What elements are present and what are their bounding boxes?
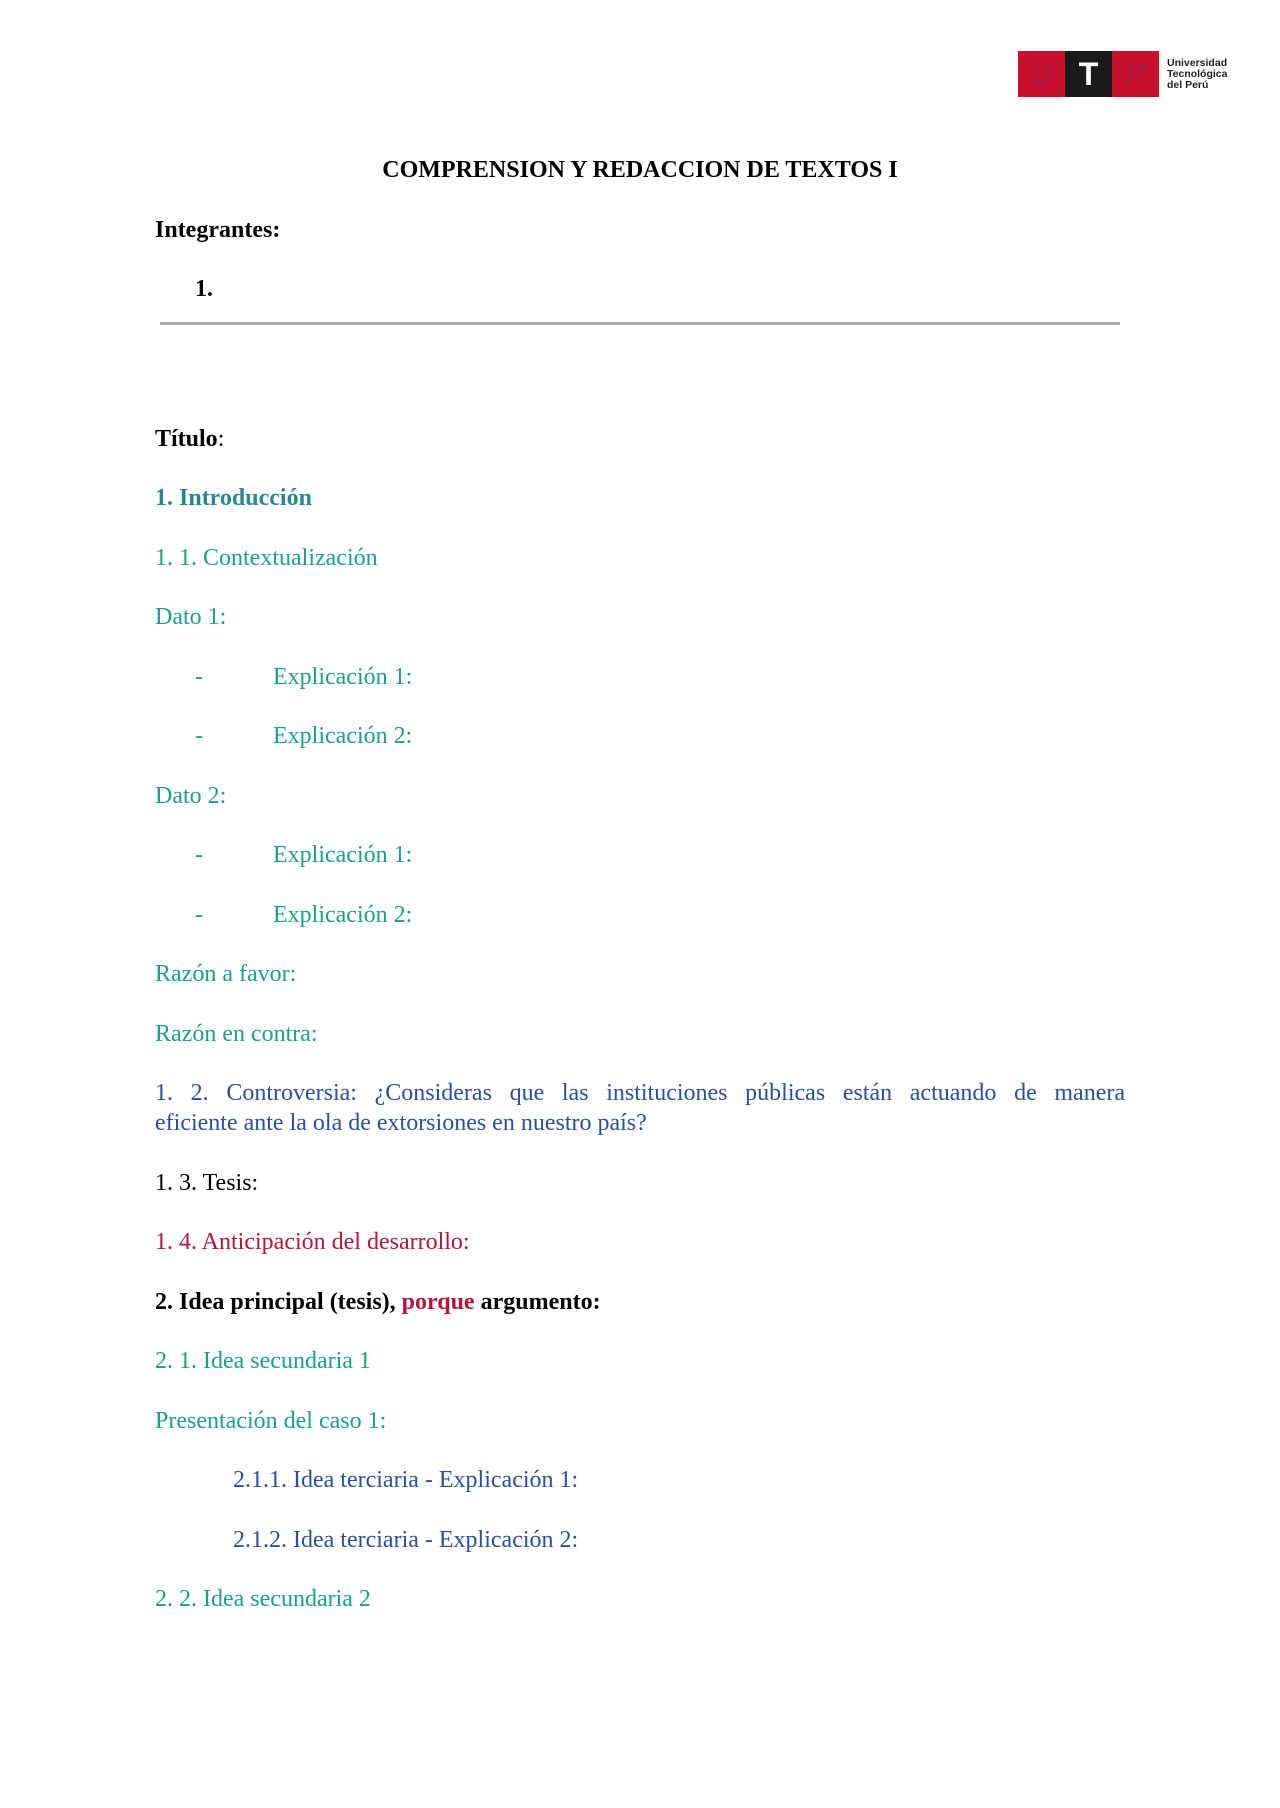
explicacion-text: Explicación 1: [273, 664, 413, 690]
section-contextualizacion: 1. 1. Contextualización [155, 545, 378, 571]
controversia-paragraph [155, 1078, 1125, 1138]
controversia-line-2: eficiente ante la ola de extorsiones en nuestro país? [155, 1110, 647, 1136]
section-tesis: 1. 3. Tesis: [155, 1170, 259, 1196]
bullet-dash: - [195, 664, 203, 690]
utp-logo [1018, 51, 1227, 97]
logo-text [1167, 58, 1227, 91]
bullet-dash: - [195, 842, 203, 868]
document-title: COMPRENSION Y REDACCION DE TEXTOS I [382, 157, 898, 183]
presentacion-caso-1: Presentación del caso 1: [155, 1408, 387, 1434]
logo-letter-p: P [1112, 51, 1159, 97]
dato1-explicacion-2 [195, 721, 412, 751]
bullet-dash: - [195, 723, 203, 749]
titulo-line [155, 424, 224, 454]
razon-en-contra: Razón en contra: [155, 1021, 318, 1047]
logo-letter-t: T [1065, 51, 1112, 97]
porque-keyword: porque [401, 1289, 475, 1315]
section-idea-principal [155, 1287, 601, 1317]
razon-a-favor: Razón a favor: [155, 961, 297, 987]
logo-text-line: Universidad [1167, 56, 1228, 69]
dato2-explicacion-2 [195, 900, 412, 930]
idea-secundaria-2: 2. 2. Idea secundaria 2 [155, 1586, 371, 1612]
titulo-colon: : [217, 426, 225, 452]
logo-text-line: Tecnológica [1167, 67, 1228, 80]
logo-text-line: del Perú [1167, 78, 1209, 91]
dato-2: Dato 2: [155, 783, 227, 809]
section-introduccion: 1. Introducción [155, 485, 312, 511]
titulo-label: Título [155, 426, 218, 452]
idea-terciaria-1: 2.1.1. Idea terciaria - Explicación 1: [233, 1467, 579, 1493]
idea-principal-text: 2. Idea principal (tesis), [155, 1289, 402, 1315]
controversia-line-1: 1. 2. Controversia: ¿Consideras que las instituciones públicas están actuando de manera [155, 1080, 1125, 1106]
divider [160, 322, 1120, 325]
dato-1: Dato 1: [155, 604, 227, 630]
explicacion-text: Explicación 1: [273, 842, 413, 868]
logo-letter-u: U [1018, 51, 1065, 97]
integrantes-label: Integrantes: [155, 217, 281, 243]
member-number: 1. [195, 276, 213, 302]
idea-principal-text-end: argumento: [474, 1289, 601, 1315]
section-anticipacion: 1. 4. Anticipación del desarrollo: [155, 1229, 470, 1255]
explicacion-text: Explicación 2: [273, 723, 413, 749]
explicacion-text: Explicación 2: [273, 902, 413, 928]
bullet-dash: - [195, 902, 203, 928]
logo-letters [1018, 51, 1159, 97]
dato1-explicacion-1 [195, 662, 412, 692]
idea-terciaria-2: 2.1.2. Idea terciaria - Explicación 2: [233, 1527, 579, 1553]
dato2-explicacion-1 [195, 840, 412, 870]
idea-secundaria-1: 2. 1. Idea secundaria 1 [155, 1348, 371, 1374]
